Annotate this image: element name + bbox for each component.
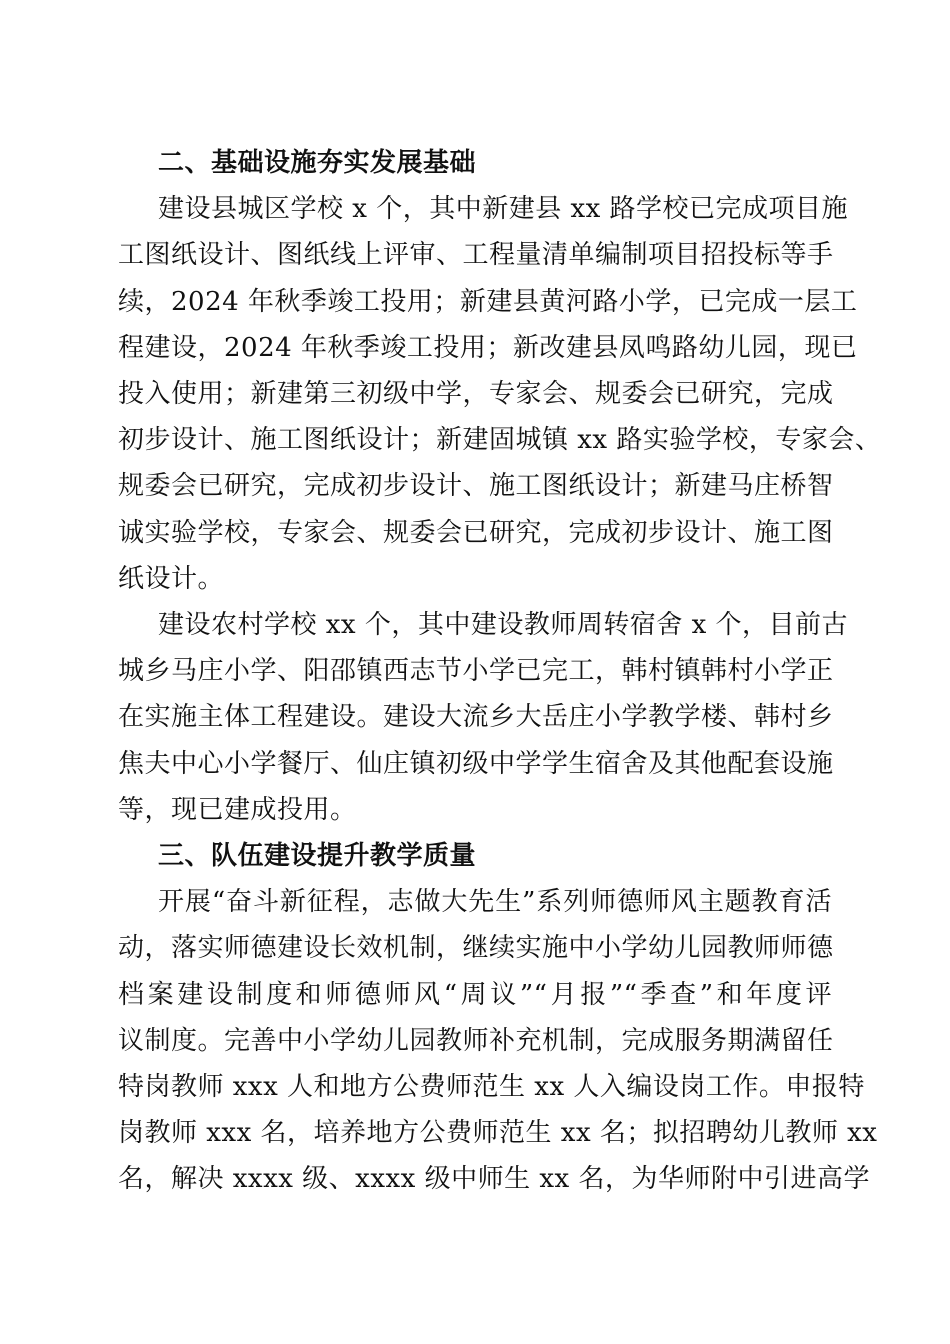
text-line: 城乡马庄小学、阳邵镇西志节小学已完工，韩村镇韩村小学正 xyxy=(118,656,834,687)
text-line: 建设县城区学校 x 个，其中新建县 xx 路学校已完成项目施 xyxy=(158,194,849,225)
paragraph-rural-schools xyxy=(118,602,849,833)
section-heading-infrastructure: 二、基础设施夯实发展基础 xyxy=(158,148,477,178)
text-line: 规委会已研究，完成初步设计、施工图纸设计；新建马庄桥智 xyxy=(118,471,834,502)
document-body xyxy=(118,140,882,1203)
paragraph-teacher-ethics xyxy=(118,879,878,1202)
text-line: 岗教师 xxx 名，培养地方公费师范生 xx 名；拟招聘幼儿教师 xx xyxy=(118,1118,878,1149)
text-line: 工图纸设计、图纸线上评审、工程量清单编制项目招投标等手 xyxy=(118,240,834,271)
text-line: 建设农村学校 xx 个，其中建设教师周转宿舍 x 个，目前古 xyxy=(158,610,849,641)
text-line: 档案建设制度和师德师风“周议”“月报”“季查”和年度评 xyxy=(118,979,832,1010)
section-heading-teaching-staff: 三、队伍建设提升教学质量 xyxy=(158,841,477,872)
text-line: 初步设计、施工图纸设计；新建固城镇 xx 路实验学校，专家会、 xyxy=(118,425,882,456)
text-line: 议制度。完善中小学幼儿园教师补充机制，完成服务期满留任 xyxy=(118,1025,834,1056)
text-line: 名，解决 xxxx 级、xxxx 级中师生 xx 名，为华师附中引进高学 xyxy=(118,1164,870,1195)
text-line: 特岗教师 xxx 人和地方公费师范生 xx 人入编设岗工作。申报特 xyxy=(118,1072,865,1103)
paragraph-urban-schools xyxy=(118,186,882,602)
text-line: 投入使用；新建第三初级中学，专家会、规委会已研究，完成 xyxy=(118,379,834,410)
text-line: 诚实验学校，专家会、规委会已研究，完成初步设计、施工图 xyxy=(118,517,834,548)
text-line: 开展“奋斗新征程，志做大先生”系列师德师风主题教育活 xyxy=(158,887,832,918)
text-line: 在实施主体工程建设。建设大流乡大岳庄小学教学楼、韩村乡 xyxy=(118,702,834,733)
text-line: 续，2024 年秋季竣工投用；新建县黄河路小学，已完成一层工 xyxy=(118,286,858,317)
text-line: 焦夫中心小学餐厅、仙庄镇初级中学学生宿舍及其他配套设施 xyxy=(118,748,834,779)
text-line: 程建设，2024 年秋季竣工投用；新改建县凤鸣路幼儿园，现已 xyxy=(118,332,858,363)
text-line: 纸设计。 xyxy=(118,563,225,594)
text-line: 等，现已建成投用。 xyxy=(118,794,357,825)
text-line: 动，落实师德建设长效机制，继续实施中小学幼儿园教师师德 xyxy=(118,933,834,964)
